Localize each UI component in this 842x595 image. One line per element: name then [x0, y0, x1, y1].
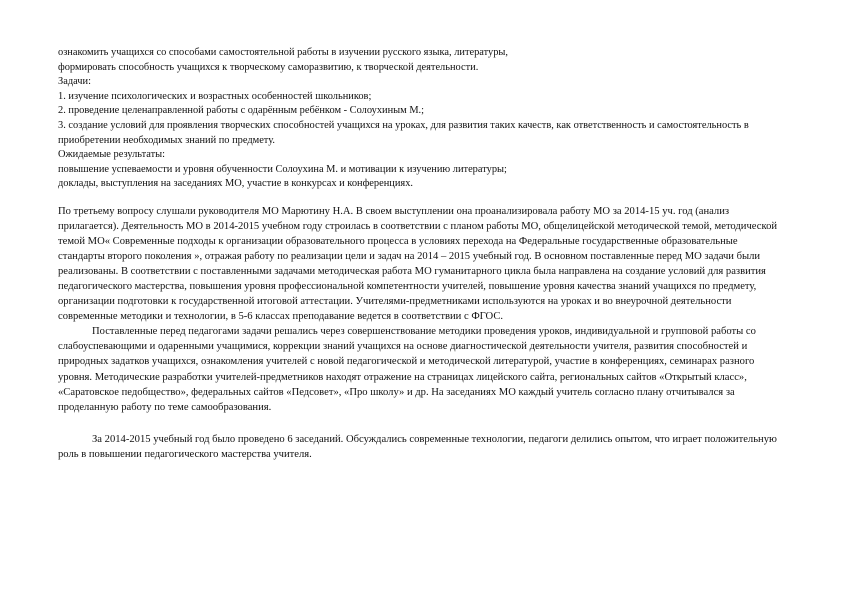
paragraph-tasks-solved: Поставленные перед педагогами задачи решались через совершенствование методики проведения уроков, индивидуальной и групповой работы со слабоуспевающими и одаренными учащимися, коррекции знаний учащихся на основе диагностической деятельности учителя, развития способностей и природных задатков учащихся, ознакомления учителей с новой педагогической и методической литературой, участие в конференциях, семинарах разного уровня. Методические разработки учителей-предметников находят отражение на страницах лицейского сайта, региональных сайтов «Открытый класс», «Саратовское педобщество», федеральных сайтов «Педсовет», «Про школу» и др. На заседаниях МО каждый учитель согласно плану отчитывался за проделанную работу по теме самообразования. [58, 326, 756, 413]
paragraph-meetings: За 2014-2015 учебный год было проведено 6 заседаний. Обсуждались современные технологии, педагоги делились опытом, что играет положительную роль в повышении педагогического мастерства учителя. [58, 434, 777, 461]
third-question-section [58, 204, 782, 415]
expected-result-1: повышение успеваемости и уровня обученности Солоухина М. и мотивации к изучению литературы; [58, 163, 507, 175]
task-item-3: 3. создание условий для проявления творческих способностей учащихся на уроках, для развития таких качеств, как ответственность и самостоятельность в приобретении необходимых знаний по предмету. [58, 119, 749, 146]
goal-line-1: ознакомить учащихся со способами самостоятельной работы в изучении русского языка, литературы, [58, 47, 509, 58]
goal-line-2: формировать способность учащихся к творческому саморазвитию, к творческой деятельности. [58, 61, 479, 73]
meetings-section [58, 432, 782, 463]
tasks-heading: Задачи: [58, 76, 91, 88]
expected-results-heading: Ожидаемые результаты: [58, 149, 166, 161]
paragraph-third-question: По третьему вопросу слушали руководителя МО Марютину Н.А. В своем выступлении она проанализировала работу МО за 2014-15 уч. год (анализ прилагается). Деятельность МО в 2014-2015 учебном году строилась в соответствии с планом работы МО, общелицейской методической темой, методической темой МО« Современные подходы к организации образовательного процесса в условиях перехода на Федеральные государственные образовательные стандарты второго поколения », отражая работу по реализации цели и задач на 2014 – 2015 учебный год. В основном поставленные перед МО задачи были реализованы. В соответствии с поставленными задачами методическая работа МО гуманитарного цикла была направлена на создание условий для развития педагогического мастерства, повышения уровня профессиональной компетентности учителей, повышение уровня качества знаний учащихся по предмету, организации подготовки к государственной итоговой аттестации. Учителями-предметниками используются на уроках и во внеурочной деятельности современные методики и технологии, в 5-6 классах преподавание ведется в соответствии с ФГОС. [58, 206, 778, 323]
task-item-2: 2. проведение целенаправленной работы с одарённым ребёнком - Солоухиным М.; [58, 105, 425, 117]
goals-and-tasks-block [58, 46, 758, 192]
task-item-1: 1. изучение психологических и возрастных особенностей школьников; [58, 90, 372, 102]
expected-result-2: доклады, выступления на заседаниях МО, участие в конкурсах и конференциях. [58, 178, 413, 190]
